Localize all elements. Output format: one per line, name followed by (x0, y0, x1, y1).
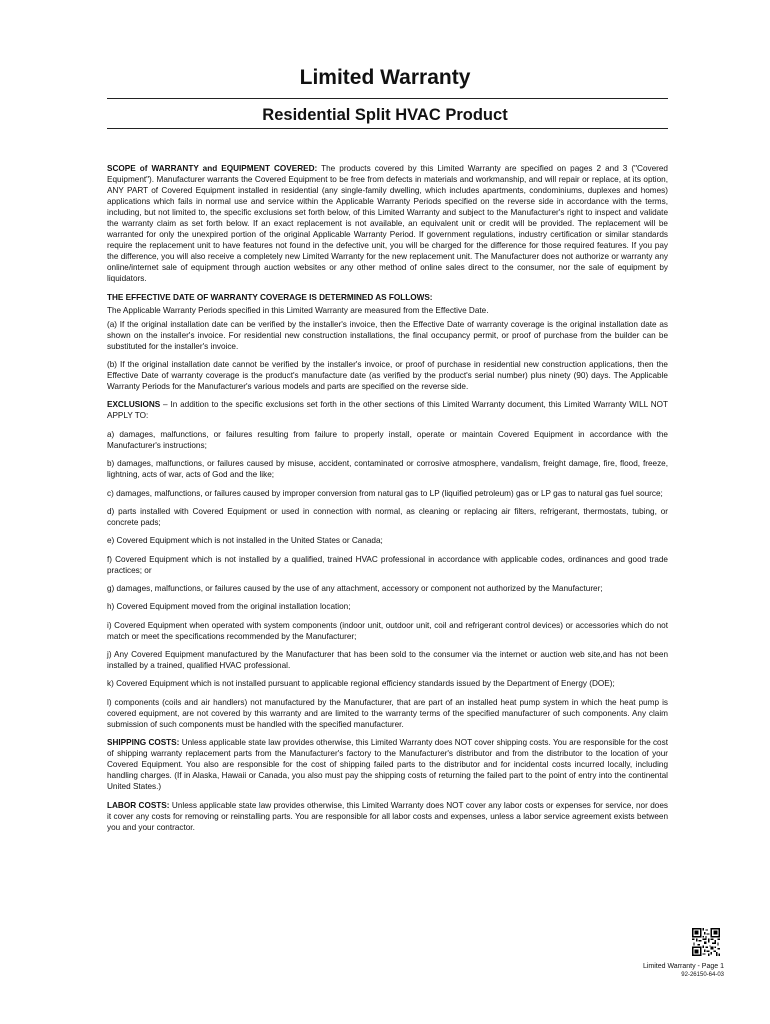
exclusions-intro: – In addition to the specific exclusions set forth in the other sections of this Limited Warranty document, this Limited Warranty WILL NOT APPLY TO: (107, 400, 668, 421)
warranty-body (107, 163, 668, 840)
exclusion-item-l: l) components (coils and air handlers) not manufactured by the Manufacturer, that are part of an installed heat pump system in which the heat pump is covered equipment, are not covered by this warranty and are limited to the warranty terms of the specified manufacturer of such components. Any claim submission of such components must be handled with the specified manufacturer. (107, 697, 668, 729)
scope-paragraph (107, 163, 668, 285)
labor-costs-paragraph (107, 800, 668, 833)
document-subtitle: Residential Split HVAC Product (262, 106, 508, 124)
shipping-costs-heading: SHIPPING COSTS: (107, 738, 180, 748)
exclusion-item-b: b) damages, malfunctions, or failures caused by misuse, accident, contaminated or corrosive atmosphere, vandalism, freight damage, fire, flood, freeze, lightning, acts of war, acts of God and the like; (107, 459, 668, 480)
exclusion-item-h: h) Covered Equipment moved from the original installation location; (107, 602, 351, 612)
document-title: Limited Warranty (299, 66, 471, 89)
title-rule-bottom (107, 128, 668, 129)
exclusion-item-f: f) Covered Equipment which is not installed by a qualified, trained HVAC professional in accordance with applicable codes, ordinances and good trade practices; or (107, 554, 668, 575)
exclusions-heading: EXCLUSIONS (107, 400, 161, 410)
effective-date-intro: The Applicable Warranty Periods specified in this Limited Warranty are measured from the Effective Date. (107, 306, 489, 316)
title-rule-top (107, 98, 668, 99)
exclusion-item-j: j) Any Covered Equipment manufactured by the Manufacturer that has been sold to the consumer via the internet or auction web site,and has not been installed by a trained, qualified HVAC professional. (107, 650, 668, 671)
exclusion-item-g: g) damages, malfunctions, or failures caused by the use of any attachment, accessory or component not authorized by the Manufacturer; (107, 584, 603, 594)
footer-document-code: 92-26150-64-03 (681, 972, 724, 978)
scope-text: The products covered by this Limited Warranty are specified on pages 2 and 3 ("Covered Equipment"). Manufacturer warrants the Covered Equipment to be free from defects in materials and workmanship, and will repair or replace, at its option, ANY PART of Covered Equipment installed in residential (any single-family dwelling, which includes apartments, condominiums, duplexes and homes) applications which fails in normal use and service within the Applicable Warranty Periods specified on the reverse side in accordance with the terms, including, but not limited to, the specific exclusions set forth below, of this Limited Warranty and subject to the Manufacturer's right to inspect and validate the warranty claim as set forth below. If an exact replacement is not available, an equivalent unit or credit will be provided. The replacement will be warranted for only the unexpired portion of the original Applicable Warranty Period. If government regulations, industry certification or similar standards require the replacement unit to have features not found in the defective unit, you will be charged for the difference for those required features. If you pay the difference, you will also receive a completely new Limited Warranty for the new replacement unit. The Manufacturer does not authorize or warranty any online/internet sale of equipment through auction websites or any other method of online sales direct to the consumer, nor the sale of equipment by liquidators. (107, 164, 668, 284)
exclusion-item-k: k) Covered Equipment which is not installed pursuant to applicable regional efficiency standards issued by the Department of Energy (DOE); (107, 679, 615, 689)
effective-date-clause-a: (a) If the original installation date can be verified by the installer's invoice, then the Effective Date of warranty coverage is the original installation date as shown on the installer's invoice. For residential new construction installations, the final occupancy permit, or proof of purchase from the builder can be substituted for the installer's invoice. (107, 319, 668, 351)
shipping-costs-text: Unless applicable state law provides otherwise, this Limited Warranty does NOT cover shipping costs. You are responsible for the cost of shipping warranty replacement parts from the Manufacturer's factory to the Manufacturer's distributor and from the distributor to the location of your Covered Equipment. You also are responsible for the cost of shipping failed parts to the distributor and for incidental costs incurred locally, including handling charges. (If in Alaska, Hawaii or Canada, you also must pay the shipping costs of returning the failed part to the point of entry into the continental United States.) (107, 738, 668, 792)
footer-page-label: Limited Warranty - Page 1 (642, 963, 724, 970)
exclusions-paragraph (107, 399, 668, 421)
labor-costs-text: Unless applicable state law provides otherwise, this Limited Warranty does NOT cover any labor costs or expenses for service, nor does it cover any costs for removing or reinstalling parts. You are responsible for all labor costs and expenses, unless a labor service agreement exists between you and your contractor. (107, 800, 668, 832)
labor-costs-heading: LABOR COSTS: (107, 800, 170, 810)
exclusion-item-d: d) parts installed with Covered Equipment or used in connection with normal, as cleaning or replacing air filters, refrigerant, thermostats, tubing, or concrete pads; (107, 506, 668, 527)
shipping-costs-paragraph (107, 737, 668, 792)
exclusion-item-e: e) Covered Equipment which is not installed in the United States or Canada; (107, 536, 383, 546)
page-footer (643, 962, 724, 980)
qr-code-icon (692, 928, 720, 956)
scope-heading: SCOPE of WARRANTY and EQUIPMENT COVERED: (107, 164, 318, 173)
exclusion-item-a: a) damages, malfunctions, or failures resulting from failure to properly install, operate or maintain Covered Equipment in accordance with the Manufacturer's instructions; (107, 429, 668, 450)
exclusion-item-c: c) damages, malfunctions, or failures caused by improper conversion from natural gas to LP (liquified petroleum) gas or LP gas to natural gas fuel source; (107, 488, 663, 498)
exclusion-item-i: i) Covered Equipment when operated with system components (indoor unit, outdoor unit, coil and refrigerant control devices) or accessories which do not match or meet the specifications recommended by the Manufacturer; (107, 620, 668, 641)
effective-date-heading: THE EFFECTIVE DATE OF WARRANTY COVERAGE IS DETERMINED AS FOLLOWS: (107, 292, 433, 302)
effective-date-clause-b: (b) If the original installation date cannot be verified by the installer's invoice, or proof of purchase in residential new construction applications, then the Effective Date of warranty coverage is the product's manufacture date (as verified by the product's serial number) plus ninety (90) days. The Applicable Warranty Periods for the Manufacturer's various models and parts are specified on the reverse side. (107, 359, 668, 392)
